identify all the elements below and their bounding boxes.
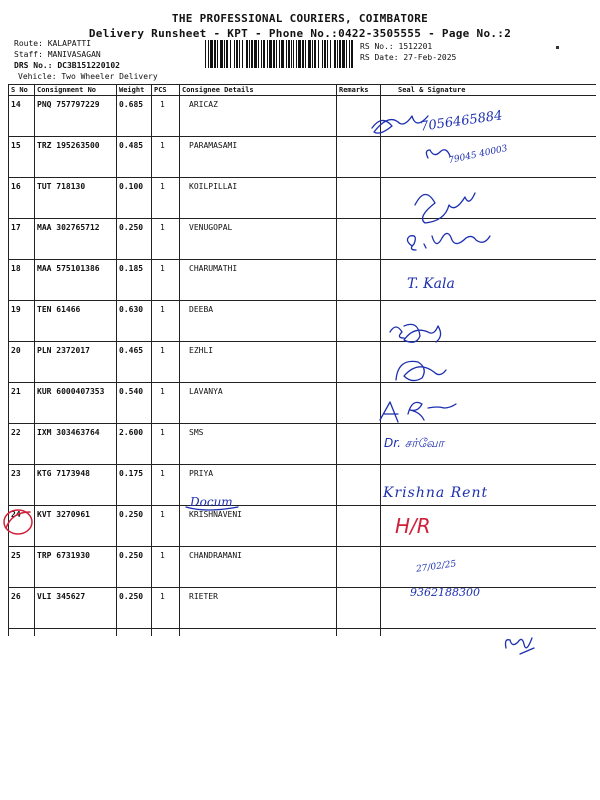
red-tick-24 — [6, 512, 30, 528]
signature-20 — [396, 361, 446, 380]
row-pcs: 1 — [160, 469, 165, 478]
row-consignment-no: TUT 718130 — [37, 182, 86, 191]
row-pcs: 1 — [160, 182, 165, 191]
row-weight: 0.685 — [119, 100, 144, 109]
rs-number: RS No.: 1512201 — [360, 42, 433, 51]
col-consignment: Consignment No — [37, 86, 97, 94]
row-weight: 0.175 — [119, 469, 144, 478]
col-sno: S No — [11, 86, 28, 94]
row-consignee: VENUGOPAL — [189, 223, 233, 232]
row-consignee: ARICAZ — [189, 100, 218, 109]
row-pcs: 1 — [160, 428, 165, 437]
row-sno: 22 — [11, 428, 21, 437]
row-weight: 2.600 — [119, 428, 144, 437]
row-pcs: 1 — [160, 305, 165, 314]
handwritten-phone-25: 9362188300 — [410, 586, 480, 599]
row-weight: 0.465 — [119, 346, 144, 355]
row-sno: 23 — [11, 469, 21, 478]
row-weight: 0.250 — [119, 223, 144, 232]
handwritten-date-25: 27/02/25 — [415, 559, 457, 575]
row-pcs: 1 — [160, 387, 165, 396]
route-label: Route: KALAPATTI — [14, 39, 92, 48]
col-weight: Weight — [119, 86, 145, 94]
row-consignee: KOILPILLAI — [189, 182, 238, 191]
row-consignment-no: IXM 303463764 — [37, 428, 100, 437]
row-sno: 19 — [11, 305, 21, 314]
drs-label: DRS No.: DC3B151220102 — [14, 61, 120, 70]
row-sno: 25 — [11, 551, 21, 560]
runsheet-subtitle: Delivery Runsheet - KPT - Phone No.:0422-3505555 - Page No.:2 — [88, 27, 512, 40]
rs-date: RS Date: 27-Feb-2025 — [360, 53, 457, 62]
vehicle-label: Vehicle: Two Wheeler Delivery — [18, 72, 158, 81]
row-weight: 0.250 — [119, 592, 144, 601]
staff-label: Staff: MANIVASAGAN — [14, 50, 101, 59]
signature-overflow — [506, 638, 535, 654]
row-consignment-no: KVT 3270961 — [37, 510, 90, 519]
row-sno: 20 — [11, 346, 21, 355]
signature-15 — [426, 150, 450, 158]
handwritten-note-23: Docum — [190, 495, 233, 509]
row-consignee: CHARUMATHI — [189, 264, 238, 273]
row-weight: 0.250 — [119, 510, 144, 519]
signature-21 — [380, 402, 456, 422]
row-consignment-no: TEN 61466 — [37, 305, 81, 314]
row-consignment-no: PLN 2372017 — [37, 346, 90, 355]
row-consignee: CHANDRAMANI — [189, 551, 242, 560]
row-weight: 0.540 — [119, 387, 144, 396]
row-weight: 0.485 — [119, 141, 144, 150]
row-consignment-no: TRP 6731930 — [37, 551, 90, 560]
col-consignee: Consignee Details — [182, 86, 254, 94]
row-consignment-no: PNQ 757797229 — [37, 100, 100, 109]
col-pcs: PCS — [154, 86, 167, 94]
row-sno: 16 — [11, 182, 21, 191]
row-sno: 17 — [11, 223, 21, 232]
row-sno: 26 — [11, 592, 21, 601]
company-title: THE PROFESSIONAL COURIERS, COIMBATORE — [171, 12, 429, 25]
row-consignment-no: VLI 345627 — [37, 592, 86, 601]
row-weight: 0.250 — [119, 551, 144, 560]
col-remarks: Remarks — [339, 86, 369, 94]
handwritten-sign-22: Dr. சர்வோ — [384, 436, 444, 450]
row-pcs: 1 — [160, 264, 165, 273]
row-weight: 0.185 — [119, 264, 144, 273]
row-weight: 0.100 — [119, 182, 144, 191]
row-weight: 0.630 — [119, 305, 144, 314]
row-pcs: 1 — [160, 141, 165, 150]
row-consignment-no: TRZ 195263500 — [37, 141, 100, 150]
row-consignment-no: KUR 6000407353 — [37, 387, 105, 396]
row-pcs: 1 — [160, 551, 165, 560]
handwritten-sign-23: Krishna Rent — [383, 485, 489, 501]
row-consignee: PARAMASAMI — [189, 141, 238, 150]
row-pcs: 1 — [160, 592, 165, 601]
row-pcs: 1 — [160, 510, 165, 519]
handwritten-phone-14: 7056465884 — [419, 108, 504, 135]
row-pcs: 1 — [160, 346, 165, 355]
row-sno: 14 — [11, 100, 21, 109]
row-sno: 18 — [11, 264, 21, 273]
row-consignee: KRISHNAVENI — [189, 510, 242, 519]
handwritten-sign-18: T. Kala — [407, 276, 455, 292]
signature-19 — [390, 324, 441, 342]
row-consignee: PRIYA — [189, 469, 214, 478]
row-pcs: 1 — [160, 100, 165, 109]
signature-16 — [415, 193, 475, 223]
row-pcs: 1 — [160, 223, 165, 232]
row-consignee: DEEBA — [189, 305, 214, 314]
signature-14 — [372, 116, 428, 133]
handwritten-phone-15: 79045 40003 — [447, 143, 509, 167]
row-consignee: SMS — [189, 428, 204, 437]
row-consignment-no: MAA 302765712 — [37, 223, 100, 232]
row-sno: 21 — [11, 387, 21, 396]
col-seal: Seal & Signature — [398, 86, 466, 94]
row-sno: 24 — [11, 510, 21, 519]
row-consignment-no: MAA 575101386 — [37, 264, 100, 273]
row-consignee: EZHLI — [189, 346, 214, 355]
handwritten-red-24: H/R — [395, 514, 431, 538]
row-sno: 15 — [11, 141, 21, 150]
row-consignment-no: KTG 7173948 — [37, 469, 90, 478]
row-consignee: LAVANYA — [189, 387, 223, 396]
signature-17 — [407, 233, 490, 250]
underline-23 — [186, 507, 238, 510]
row-consignee: RIETER — [189, 592, 218, 601]
